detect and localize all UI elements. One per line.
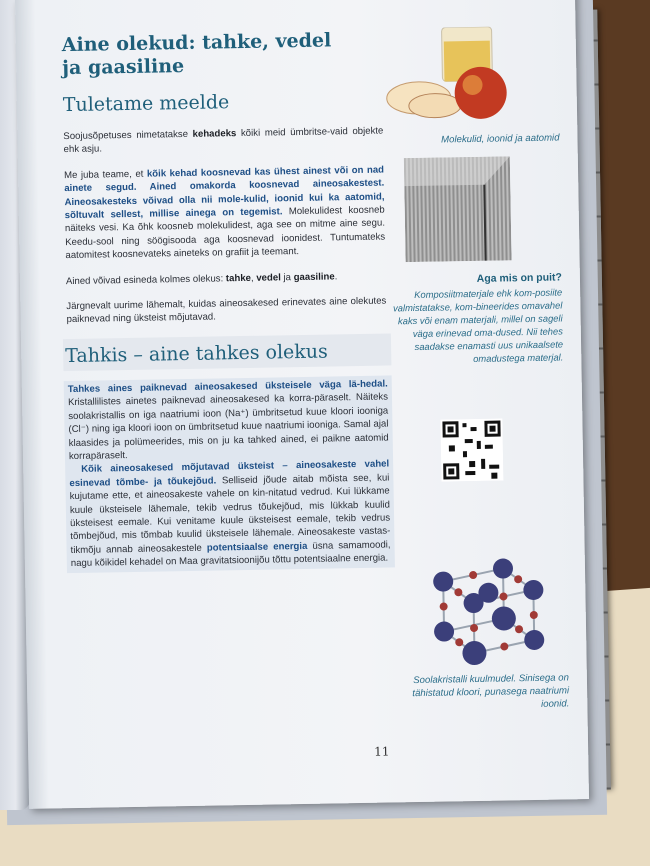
title-line-1: Aine olekud: tahke, vedel (61, 29, 332, 57)
title-line-2: ja gaasiline (61, 55, 185, 80)
section-heading-tahkis: Tahkis – aine tahkes olekus (65, 340, 328, 367)
caption-molecules: Molekulid, ioonid ja aatomid (441, 132, 560, 146)
main-column (62, 29, 391, 573)
tahkis-heading-box (63, 333, 392, 371)
paragraph-kehad: Soojusõpetuses nimetatakse kehadeks kõiki meid ümbritse-vaid objekte ehk asju. (63, 125, 384, 156)
juice-apple-illustration (376, 26, 528, 125)
page-title (62, 29, 383, 81)
page-number: 11 (374, 744, 390, 759)
book-page (15, 0, 589, 809)
paragraph-ained: Me juba teame, et kõik kehad koosnevad kas ühest ainest või on nad ainete segud. Ained omakorda koosnevad aineosakestest. Aineosakesteks võivad olla nii mole-kulid, ioonid kui ka aatomid, sõltuvalt sellest, millise ainega on tegemist. Molekulidest koosneb näiteks vesi. Ka õhk koosneb molekulidest, aga see on mitme aine segu. Keedu-sool ning söögisooda aga koosnevad ioonidest. Tuntumateks aatomitest koosnevateks aineteks on grafiit ja teemant. (63, 164, 386, 262)
section-heading-tuletame: Tuletame meelde (62, 91, 230, 117)
wood-grain-photo (404, 156, 512, 262)
aside-wood (392, 271, 564, 366)
tahkis-body-box (64, 375, 395, 572)
qr-code (440, 419, 503, 482)
paragraph-tahkes: Tahkes aines paiknevad aineosakesed üksteisele väga lä-hedal. Kristallilistes ainetes paiknevad aineosakesed ka korra-päraselt. Näiteks soolakristallis on iga naatriumi ioon (Na⁺) ümbritsetud kuue kloori iooniga (Cl⁻) ning iga kloori ioon on ümbritsetud kuue naatriumi iooniga. Samal ajal klaasides ja polümeerides, mis on ju ka tahked ained, ei paikne aatomid korrapäraselt. (67, 378, 389, 462)
aside-text: Komposiitmaterjale ehk kom-posiite valmistatakse, kom-bineerides omavahel kaks või enam materjali, millel on sageli väga erinevad oma-dused. Nii tehes saadakse enamasti uus unikaalsete omadustega materjal. (392, 286, 564, 365)
paragraph-mojutavad: Kõik aineosakesed mõjutavad üksteist – aineosakeste vahel esinevad tõmbe- ja tõukejõud. Selliseid jõude aitab mõista see, kui kujutame ette, et aineosakeste vahele on kin-nitatud vedrud. Kui lükkame kuule üksteisele lähemale, tekib vedrus tõukejõud, mis lükkab kuulid üksteisest eemale. Kui venitame kuule üksteisest eemale, tekib vedrus tõmbejõud, mis tõmbab kuulid üksteisele lähemale. Aineosakeste vastas-tikmõju annab aineosakestele potentsiaalse energia üsna samamoodi, nagu kõikidel kehadel on Maa gravitatsioonijõu tõttu potentsiaalne energia. (69, 458, 391, 570)
salt-crystal-model (413, 550, 555, 672)
caption-crystal: Soolakristalli kuulmudel. Sinisega on tähistatud kloori, punasega naatriumi ioonid. (412, 672, 570, 710)
paragraph-olekud: Ained võivad esineda kolmes olekus: tahke, vedel ja gaasiline. (65, 271, 338, 287)
aside-title: Aga mis on puit? (476, 271, 563, 285)
paragraph-jargnevalt: Järgnevalt uurime lähemalt, kuidas aineosakesed erinevates aine olekutes paiknevad ning üksteist mõjutavad. (66, 295, 387, 326)
